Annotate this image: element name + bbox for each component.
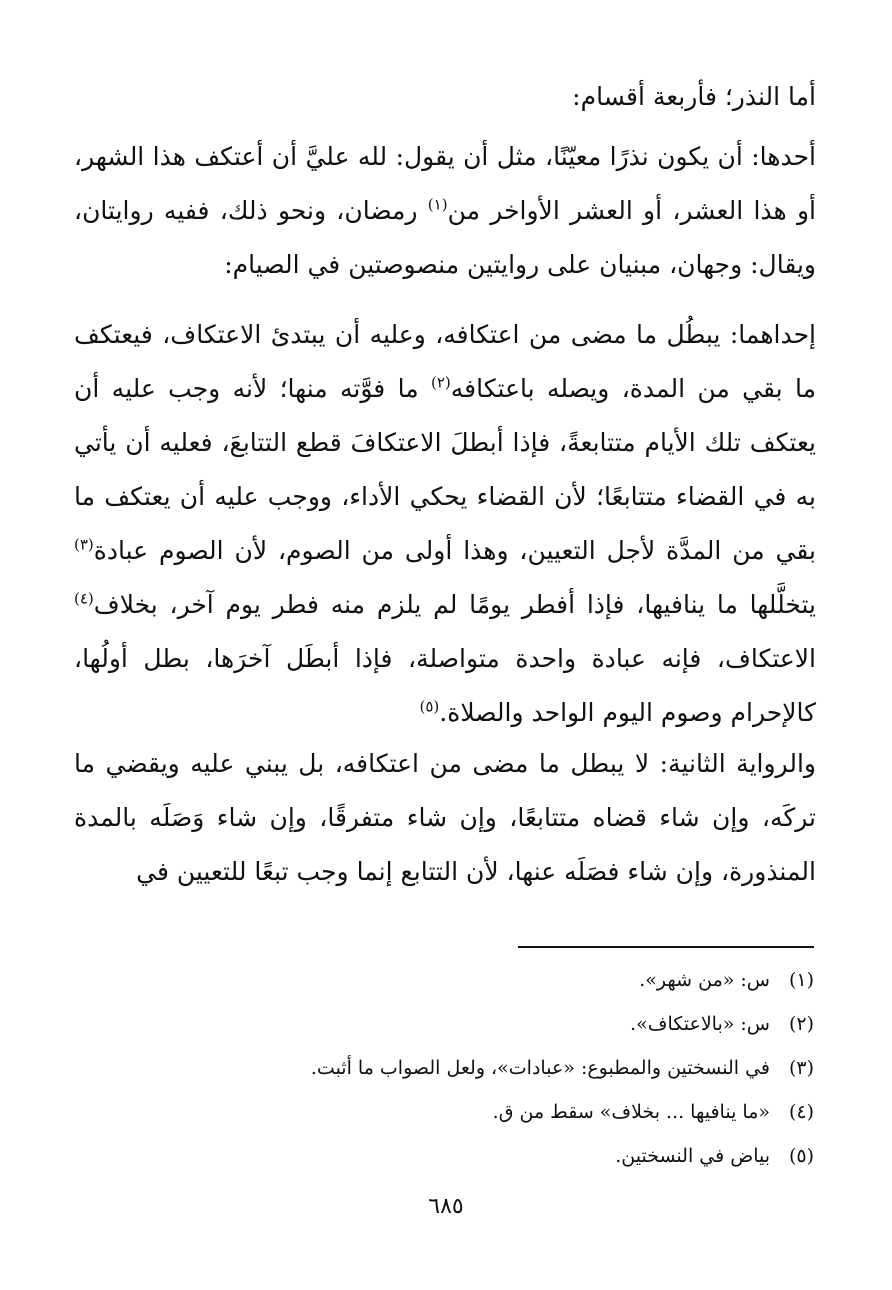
footnote-item [74,1046,814,1090]
paragraph-first-case [74,130,816,292]
paragraph-text [74,130,816,292]
footnote-item [74,1002,814,1046]
paragraph-1-part-1: أحدها: أن يكون نذرًا معيّنًا، مثل أن يقول: لله عليَّ أن أعتكف هذا الشهر، أو هذا العشر، أو العشر الأواخر من [74,142,817,225]
footnote-number: (٤) [788,1101,814,1123]
paragraph-2-part-4: الاعتكاف، فإنه عبادة واحدة متواصلة، فإذا أبطَل آخرَها، بطل أولُها، كالإحرام وصوم اليوم الواحد والصلاة. [74,644,816,727]
paragraph-second-narration [74,737,816,899]
footnote-marker-4[interactable]: (٤) [74,589,94,608]
footnote-text: في النسختين والمطبوع: «عبادات»، ولعل الصواب ما أثبت. [310,1057,770,1079]
paragraph-3-text: والرواية الثانية: لا يبطل ما مضى من اعتكافه، بل يبني عليه ويقضي ما تركَه، وإن شاء قضاه متتابعًا، وإن شاء متفرقًا، وإن شاء وَصَلَه بالمدة المنذورة، وإن شاء فصَلَه عنها، لأن التتابع إنما وجب تبعًا للتعيين في [74,749,816,886]
footnote-marker-2[interactable]: (٢) [430,373,451,392]
footnote-number: (٥) [788,1145,814,1167]
footnote-number: (٣) [788,1057,814,1079]
section-heading [74,70,816,124]
footnote-marker-3[interactable]: (٣) [74,535,94,554]
paragraph-2-part-3: يتخلَّلها ما ينافيها، فإذا أفطر يومًا لم يلزم منه فطر يوم آخر، بخلاف [93,590,816,619]
footnote-number: (٢) [788,1013,814,1035]
footnotes-list [74,958,814,1178]
paragraph-2-part-1: إحداهما: يبطُل ما مضى من اعتكافه، وعليه أن يبتدئ الاعتكاف، فيعتكف ما بقي من المدة، ويصله باعتكافه [74,320,816,403]
page-number: ٦٨٥ [428,1194,464,1219]
footnote-text: س: «من شهر». [639,969,770,991]
footnote-text: «ما ينافيها ... بخلاف» سقط من ق. [492,1101,770,1123]
footnote-item [74,958,814,1002]
footnote-item [74,1134,814,1178]
footnote-text: بياض في النسختين. [615,1145,770,1167]
paragraph-text [74,308,816,740]
footnote-marker-5[interactable]: (٥) [419,697,440,716]
heading-text: أما النذر؛ فأربعة أقسام: [572,82,816,111]
paragraph-first-narration [74,308,816,740]
footnote-item [74,1090,814,1134]
footnote-number: (١) [788,969,814,991]
footnote-text: س: «بالاعتكاف». [630,1013,770,1035]
paragraph-2-part-2: ما فوَّته منها؛ لأنه وجب عليه أن يعتكف تلك الأيام متتابعةً، فإذا أبطلَ الاعتكافَ قطع التتابعَ، فعليه أن يأتي به في القضاء متتابعًا؛ لأن القضاء يحكي الأداء، ووجب عليه أن يعتكف ما بقي من المدَّة لأجل التعيين، وهذا أولى من الصوم، لأن الصوم عبادة [74,374,816,565]
paragraph-1-part-2: رمضان، ونحو ذلك، ففيه روايتان، ويقال: وجهان، مبنيان على روايتين منصوصتين في الصيام: [74,196,816,279]
footnote-marker-1[interactable]: (١) [427,195,448,214]
footnote-divider [518,946,814,948]
